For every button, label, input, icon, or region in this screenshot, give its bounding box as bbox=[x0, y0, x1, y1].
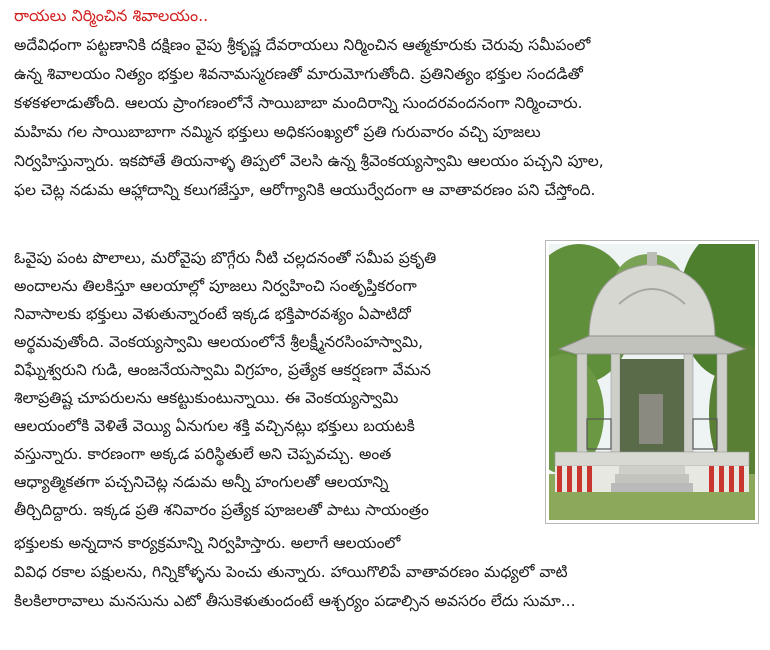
temple-pavilion-photo bbox=[545, 240, 759, 524]
text-line: భక్తులకు అన్నదాన కార్యక్రమాన్ని నిర్వహిస్తారు. అలాగే ఆలయంలో bbox=[14, 534, 401, 552]
text-line: వివిధ రకాల పక్షులను, గిన్నికోళ్ళను పెంచు తున్నారు. హాయిగొలిపే వాతావరణం మధ్యలో వాటి bbox=[14, 563, 568, 581]
text-line: ఆధ్యాత్మికతగా పచ్చనిచెట్ల నడుమ అన్నీ హంగులతో ఆలయాన్ని bbox=[14, 473, 389, 491]
text-line: నివాసాలకు భక్తులు వెళుతున్నారంటే ఇక్కడ భక్తిపారవశ్యం ఏపాటిదో bbox=[14, 305, 411, 323]
text-line: తీర్చిదిద్దారు. ఇక్కడ ప్రతి శనివారం ప్రత్యేక పూజలతో పాటు సాయంత్రం bbox=[14, 501, 429, 519]
text-line: నిర్వహిస్తున్నారు. ఇకపోతే తియనాళ్ళ తిప్పలో వెలసి ఉన్న శ్రీవెంకయ్యస్వామి ఆలయం పచ్చని పూల, bbox=[14, 152, 604, 170]
text-line: ఓవైపు పంట పొలాలు, మరోవైపు బొగ్గేరు నీటి చల్లదనంతో సమీప ప్రకృతి bbox=[14, 249, 437, 267]
article-title: రాయలు నిర్మించిన శివాలయం.. bbox=[14, 6, 209, 25]
temple-pavilion-image bbox=[549, 244, 755, 520]
text-line: మహిమ గల సాయిబాబాగా నమ్మిన భక్తులు అధికసంఖ్యలో ప్రతి గురువారం వచ్చి పూజలు bbox=[14, 123, 541, 141]
text-line: విఘ్నేశ్వరుని గుడి, ఆంజనేయస్వామి విగ్రహం, ప్రత్యేక ఆకర్షణగా వేమన bbox=[14, 361, 431, 379]
text-line: ఆలయంలోకి వెళితే వెయ్యి ఏనుగుల శక్తి వచ్చినట్లు భక్తులు బయటకి bbox=[14, 417, 415, 435]
text-line: ఉన్న శివాలయం నిత్యం భక్తుల శివనామస్మరణతో మారుమోగుతోంది. ప్రతినిత్యం భక్తుల సందడితో bbox=[14, 65, 583, 83]
text-line: వస్తున్నారు. కారణంగా అక్కడ పరిస్థితులే అని చెప్పవచ్చు. అంత bbox=[14, 445, 392, 463]
text-line: అర్థమవుతోంది. వెంకయ్యస్వామి ఆలయంలోనే శ్రీలక్ష్మీనరసింహస్వామి, bbox=[14, 333, 424, 351]
text-line: అందాలను తిలకిస్తూ ఆలయాల్లో పూజలు నిర్వహించి సంతృప్తికరంగా bbox=[14, 277, 417, 295]
text-line: ఫల చెట్ల నడుమ ఆహ్లాదాన్ని కలుగజేస్తూ, ఆరోగ్యానికి ఆయుర్వేదంగా ఆ వాతావరణం పని చేస్తోంది. bbox=[14, 181, 596, 199]
text-line: కిలకిలారావాలు మనసును ఎటో తీసుకెళుతుందంటే ఆశ్చర్యం పడాల్సిన అవసరం లేదు సుమా... bbox=[14, 592, 576, 610]
text-line: శిలాప్రతిష్ట చూపరులను ఆకట్టుకుంటున్నాయి. ఈ వెంకయ్యస్వామి bbox=[14, 389, 399, 407]
text-line: అదేవిధంగా పట్టణానికి దక్షిణం వైపు శ్రీకృష్ణ దేవరాయలు నిర్మించిన ఆత్మకూరుకు చెరువు సమీపంలో bbox=[14, 36, 591, 54]
text-line: కళకళలాడుతోంది. ఆలయ ప్రాంగణంలోనే సాయిబాబా మందిరాన్ని సుందరవందనంగా నిర్మించారు. bbox=[14, 94, 583, 112]
